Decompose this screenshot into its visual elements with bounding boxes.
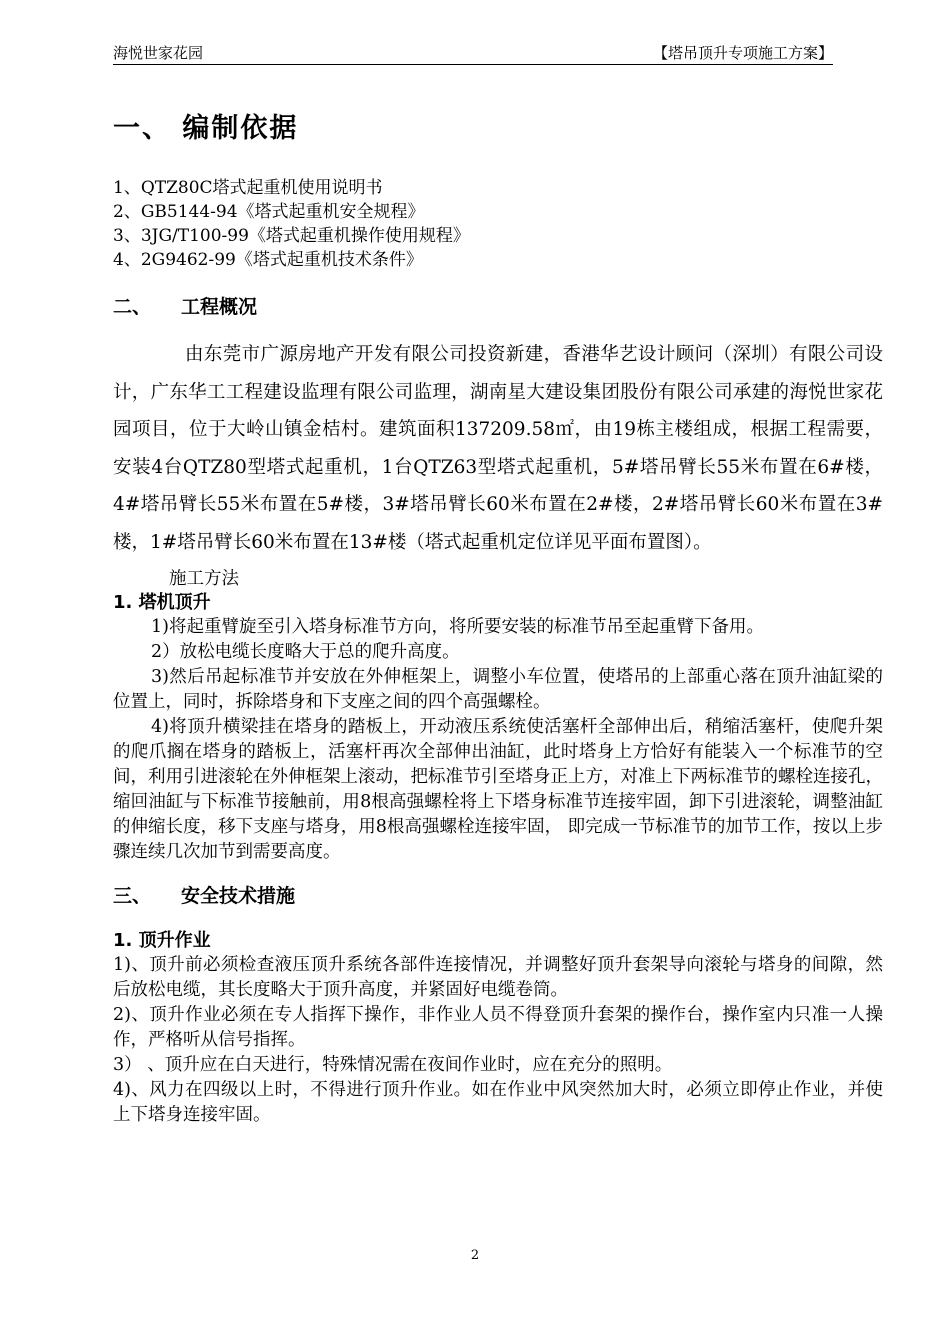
jacking-subheading: 1. 塔机顶升 bbox=[113, 592, 211, 613]
section3-number: 三、 bbox=[113, 885, 152, 907]
basis-item: 1、QTZ80C塔式起重机使用说明书 bbox=[113, 178, 383, 198]
basis-item: 4、2G9462-99《塔式起重机技术条件》 bbox=[113, 250, 423, 270]
page-content bbox=[113, 108, 883, 1128]
page-number: 2 bbox=[470, 1248, 480, 1263]
jacking-step: 3)然后吊起标准节并安放在外伸框架上，调整小车位置，使塔吊的上部重心落在顶升油缸梁的位置上，同时，拆除塔身和下支座之间的四个高强螺栓。 bbox=[113, 667, 883, 712]
method-title: 施工方法 bbox=[169, 569, 239, 589]
basis-list bbox=[113, 176, 883, 272]
basis-item: 2、GB5144-94《塔式起重机安全规程》 bbox=[113, 202, 425, 222]
safety-item: 3） 、顶升应在白天进行，特殊情况需在夜间作业时，应在充分的照明。 bbox=[113, 1055, 673, 1075]
jacking-steps bbox=[113, 615, 883, 865]
jacking-step: 2）放松电缆长度略大于总的爬升高度。 bbox=[151, 642, 460, 662]
section1-heading: 一、 编制依据 bbox=[113, 113, 299, 144]
safety-item: 2)、顶升作业必须在专人指挥下操作，非作业人员不得登顶升套架的操作台，操作室内只准一人操作，严格听从信号指挥。 bbox=[113, 1005, 883, 1050]
safety-item: 4)、风力在四级以上时，不得进行顶升作业。如在作业中风突然加大时，必须立即停止作业，并使上下塔身连接牢固。 bbox=[113, 1080, 883, 1125]
section2-heading bbox=[113, 292, 883, 322]
safety-item: 1)、顶升前必须检查液压顶升系统各部件连接情况，并调整好顶升套架导向滚轮与塔身的间隙，然后放松电缆，其长度略大于顶升高度，并紧固好电缆卷筒。 bbox=[113, 955, 883, 1000]
section3-heading bbox=[113, 881, 883, 911]
jacking-step: 4)将顶升横梁挂在塔身的踏板上，开动液压系统使活塞杆全部伸出后，稍缩活塞杆，使爬升架的爬爪搁在塔身的踏板上，活塞杆再次全部伸出油缸，此时塔身上方恰好有能装入一个标准节的空间，利用引进滚轮在外伸框架上滚动，把标准节引至塔身正上方，对准上下两标准节的螺栓连接孔，缩回油缸与下标准节接触前，用8根高强螺栓将上下塔身标准节连接牢固，卸下引进滚轮，调整油缸的伸缩长度，移下支座与塔身，用8根高强螺栓连接牢固， 即完成一节标准节的加节工作，按以上步骤连续几次加节到需要高度。 bbox=[113, 717, 883, 862]
header-project-name: 海悦世家花园 bbox=[113, 44, 204, 62]
section3-title: 安全技术措施 bbox=[181, 885, 296, 907]
jacking-step: 1)将起重臂旋至引入塔身标准节方向，将所要安装的标准节吊至起重臂下备用。 bbox=[151, 617, 764, 637]
safety-list bbox=[113, 953, 883, 1128]
header-document-title: 【塔吊顶升专项施工方案】 bbox=[652, 44, 833, 62]
basis-item: 3、3JG/T100-99《塔式起重机操作使用规程》 bbox=[113, 226, 470, 246]
section2-number: 二、 bbox=[113, 296, 152, 318]
section2-title: 工程概况 bbox=[181, 296, 258, 318]
jacking-work-subheading: 1. 顶升作业 bbox=[113, 930, 211, 951]
overview-paragraph: 由东莞市广源房地产开发有限公司投资新建，香港华艺设计顾问（深圳）有限公司设计，广东华工工程建设监理有限公司监理，湖南星大建设集团股份有限公司承建的海悦世家花园项目，位于大岭山镇金桔村。建筑面积137209.58㎡，由19栋主楼组成，根据工程需要，安装4台QTZ80型塔式起重机，1台QTZ63型塔式起重机，5#塔吊臂长55米布置在6#楼，4#塔吊臂长55米布置在5#楼，3#塔吊臂长60米布置在2#楼，2#塔吊臂长60米布置在3#楼，1#塔吊臂长60米布置在13#楼（塔式起重机定位详见平面布置图）。 bbox=[113, 344, 883, 553]
page-header bbox=[113, 42, 833, 65]
